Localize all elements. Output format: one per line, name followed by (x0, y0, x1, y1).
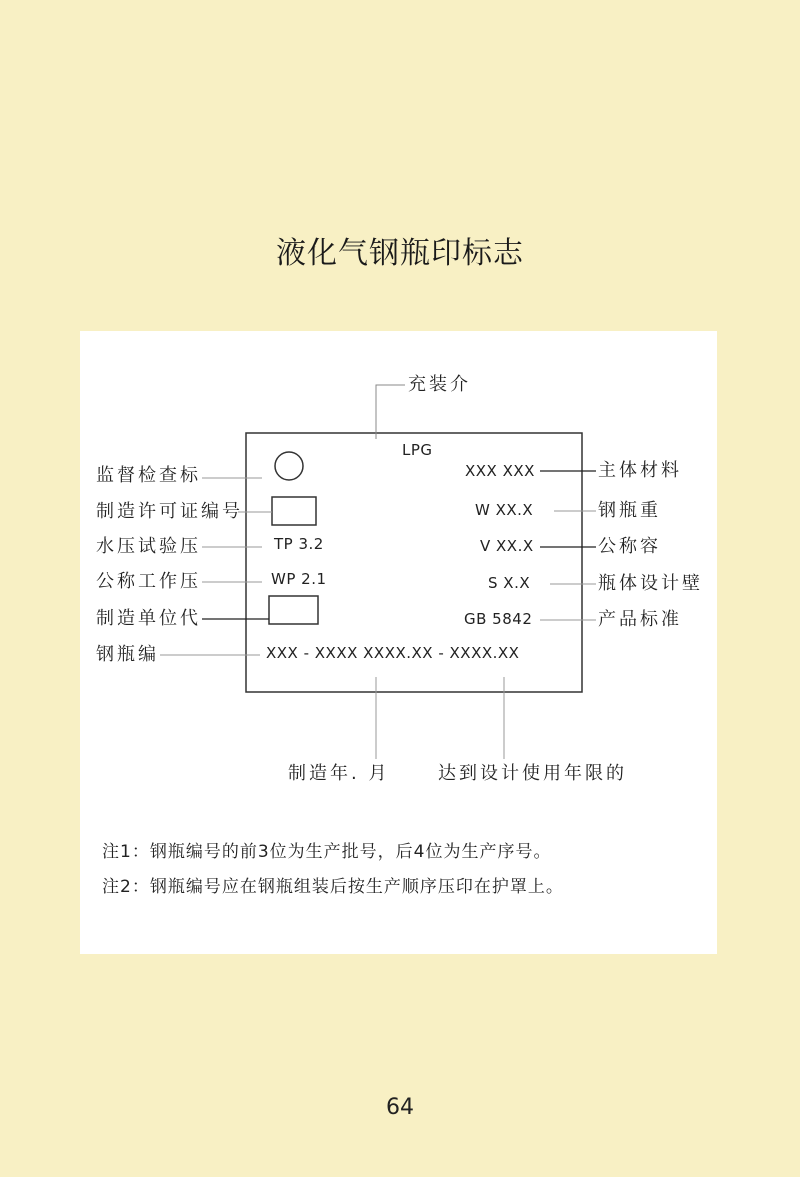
label-volume: 公称容 (598, 536, 661, 557)
marking-test-pressure: TP 3.2 (274, 535, 324, 553)
page-number: 64 (386, 1095, 414, 1120)
marking-serial: XXX - XXXX XXXX.XX - XXXX.XX (266, 644, 520, 662)
marking-working-pressure: WP 2.1 (271, 570, 327, 588)
inspection-mark-circle (275, 452, 303, 480)
label-working-pressure: 公称工作压 (96, 571, 201, 592)
label-weight: 钢瓶重 (598, 500, 661, 521)
label-manufacture-date: 制造年. 月 (288, 763, 390, 784)
note-1: 注1：钢瓶编号的前3位为生产批号，后4位为生产序号。 (102, 842, 552, 862)
label-inspection-mark: 监督检查标 (96, 465, 201, 486)
label-license-no: 制造许可证编号 (96, 501, 243, 522)
label-material: 主体材料 (598, 460, 682, 481)
label-thickness: 瓶体设计壁 (598, 573, 703, 594)
marking-standard: GB 5842 (464, 610, 533, 628)
label-serial-no: 钢瓶编 (96, 644, 159, 665)
label-maker-code: 制造单位代 (96, 608, 201, 629)
note-2: 注2：钢瓶编号应在钢瓶组装后按生产顺序压印在护罩上。 (102, 877, 564, 897)
marking-material: XXX XXX (465, 462, 535, 480)
license-number-box (272, 497, 316, 525)
label-test-pressure: 水压试验压 (96, 536, 201, 557)
marking-lpg: LPG (402, 441, 433, 459)
leader-top (376, 385, 405, 439)
label-design-life: 达到设计使用年限的 (438, 763, 627, 784)
marking-diagram-panel (80, 331, 717, 954)
marking-volume: V XX.X (480, 537, 534, 555)
marking-thickness: S X.X (488, 574, 531, 592)
marking-weight: W XX.X (475, 501, 534, 519)
label-standard: 产品标准 (598, 609, 682, 630)
label-filling-medium: 充装介 (408, 374, 471, 395)
maker-code-box (269, 596, 318, 624)
page-title: 液化气钢瓶印标志 (276, 236, 524, 271)
